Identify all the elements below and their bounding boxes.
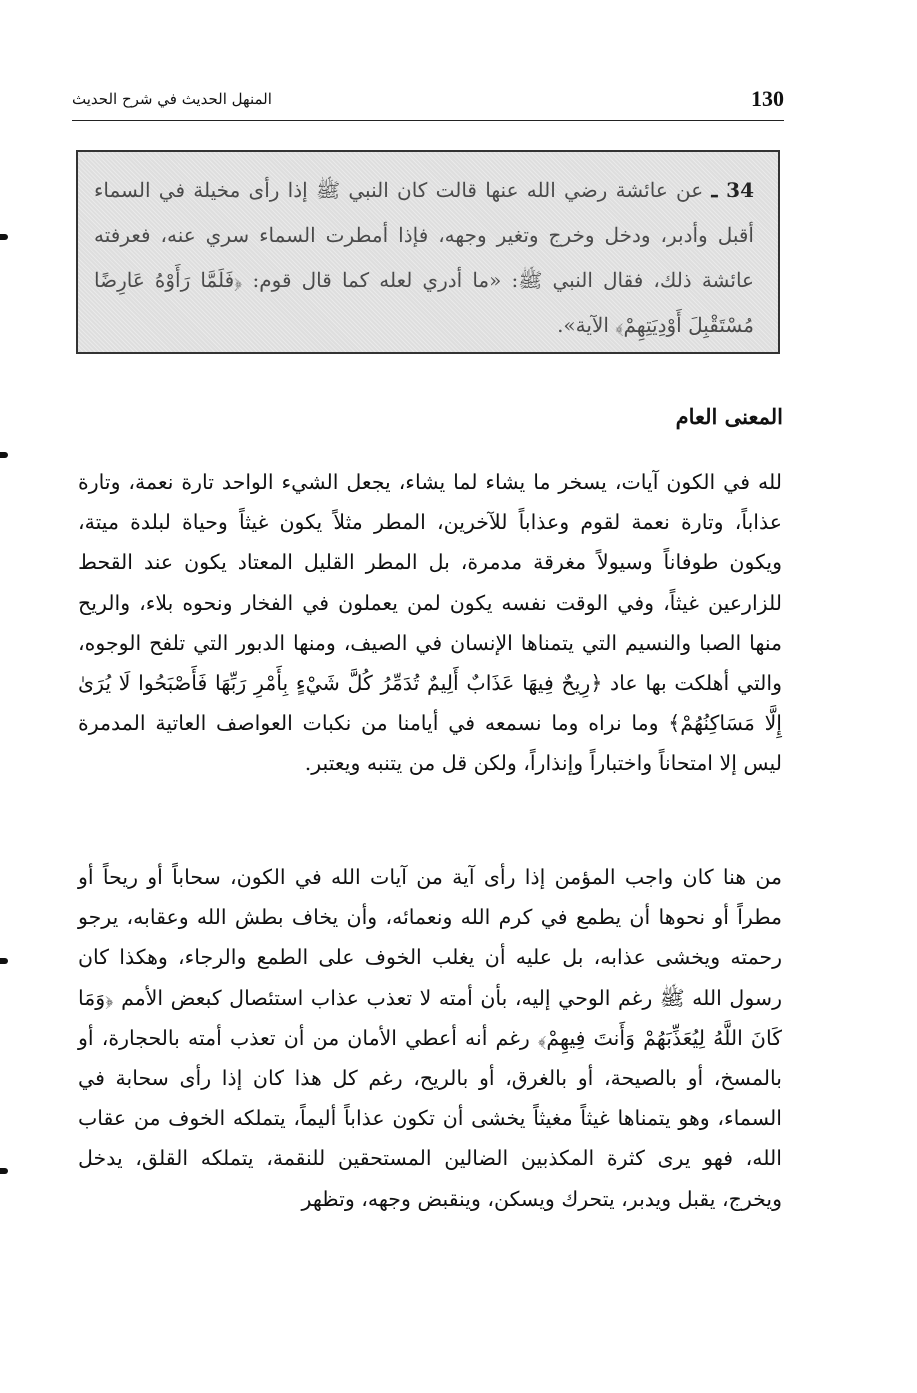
hadith-body: عن عائشة رضي الله عنها قالت كان النبي ﷺ إذا رأى مخيلة في السماء أقبل وأدبر، ودخل وخرج وتغير وجهه، فإذا أمطرت السماء سري عنه، فعرفته عائشة ذلك، فقال النبي ﷺ: «ما أدري لعله كما قال قوم: ﴿فَلَمَّا رَأَوْهُ عَارِضًا مُسْتَقْبِلَ أَوْدِيَتِهِمْ﴾ الآية». (94, 178, 754, 337)
margin-mark (0, 452, 8, 458)
hadith-box (76, 150, 780, 354)
paragraph-2: من هنا كان واجب المؤمن إذا رأى آية من آيات الله في الكون، سحاباً أو ريحاً أو مطراً أو نحوها أن يطمع في كرم الله ونعمائه، وأن يخاف بطش الله وعقابه، يرجو رحمته ويخشى عذابه، بل عليه أن يغلب الخوف على الطمع والرجاء، وهكذا كان رسول الله ﷺ رغم الوحي إليه، بأن أمته لا تعذب عذاب استئصال كبعض الأمم ﴿وَمَا كَانَ اللَّهُ لِيُعَذِّبَهُمْ وَأَنتَ فِيهِمْ﴾ رغم أنه أعطي الأمان من أن تعذب أمته بالحجارة، أو بالمسخ، أو بالصيحة، أو بالغرق، أو بالريح، رغم كل هذا كان إذا رأى سحابة في السماء، وهو يتمناها غيثاً مغيثاً يخشى أن تكون عذاباً أليماً، يتملكه الخوف من عقاب الله، فهو يرى كثرة المكذبين الضالين المستحقين للنقمة، يتملكه القلق، يدخل ويخرج، يقبل ويدبر، يتحرك ويسكن، وينقبض وجهه، وتظهر (78, 865, 782, 1211)
margin-mark (0, 958, 8, 964)
section-title: المعنى العام (675, 404, 783, 429)
paragraph-1: لله في الكون آيات، يسخر ما يشاء لما يشاء، يجعل الشيء الواحد تارة نعمة، وتارة عذاباً، وتارة نعمة لقوم وعذاباً للآخرين، المطر مثلاً يكون غيثاً وحياة لبلدة ميتة، ويكون طوفاناً وسيولاً مغرقة مدمرة، بل المطر القليل المعتاد يكون عند القحط للزارعين غيثاً، وفي الوقت نفسه يكون لمن يعملون في الفخار ونحوه بلاء، والريح منها الصبا والنسيم التي يتمناها الإنسان في الصيف، ومنها الدبور التي تلفح الوجوه، والتي أهلكت بها عاد ﴿رِيحٌ فِيهَا عَذَابٌ أَلِيمٌ تُدَمِّرُ كُلَّ شَيْءٍ بِأَمْرِ رَبِّهَا فَأَصْبَحُوا لَا يُرَىٰ إِلَّا مَسَاكِنُهُمْ﴾ وما نراه وما نسمعه في أيامنا من نكبات العواصف العاتية المدمرة ليس إلا امتحاناً واختباراً وإنذاراً، ولكن قل من يتنبه ويعتبر. (78, 470, 782, 776)
page-header (72, 86, 784, 121)
margin-mark (0, 234, 8, 240)
margin-mark (0, 1168, 8, 1174)
running-title: المنهل الحديث في شرح الحديث (72, 90, 272, 108)
hadith-text (94, 168, 754, 348)
page-number: 130 (751, 86, 784, 111)
hadith-number: 34 ـ (711, 178, 755, 202)
